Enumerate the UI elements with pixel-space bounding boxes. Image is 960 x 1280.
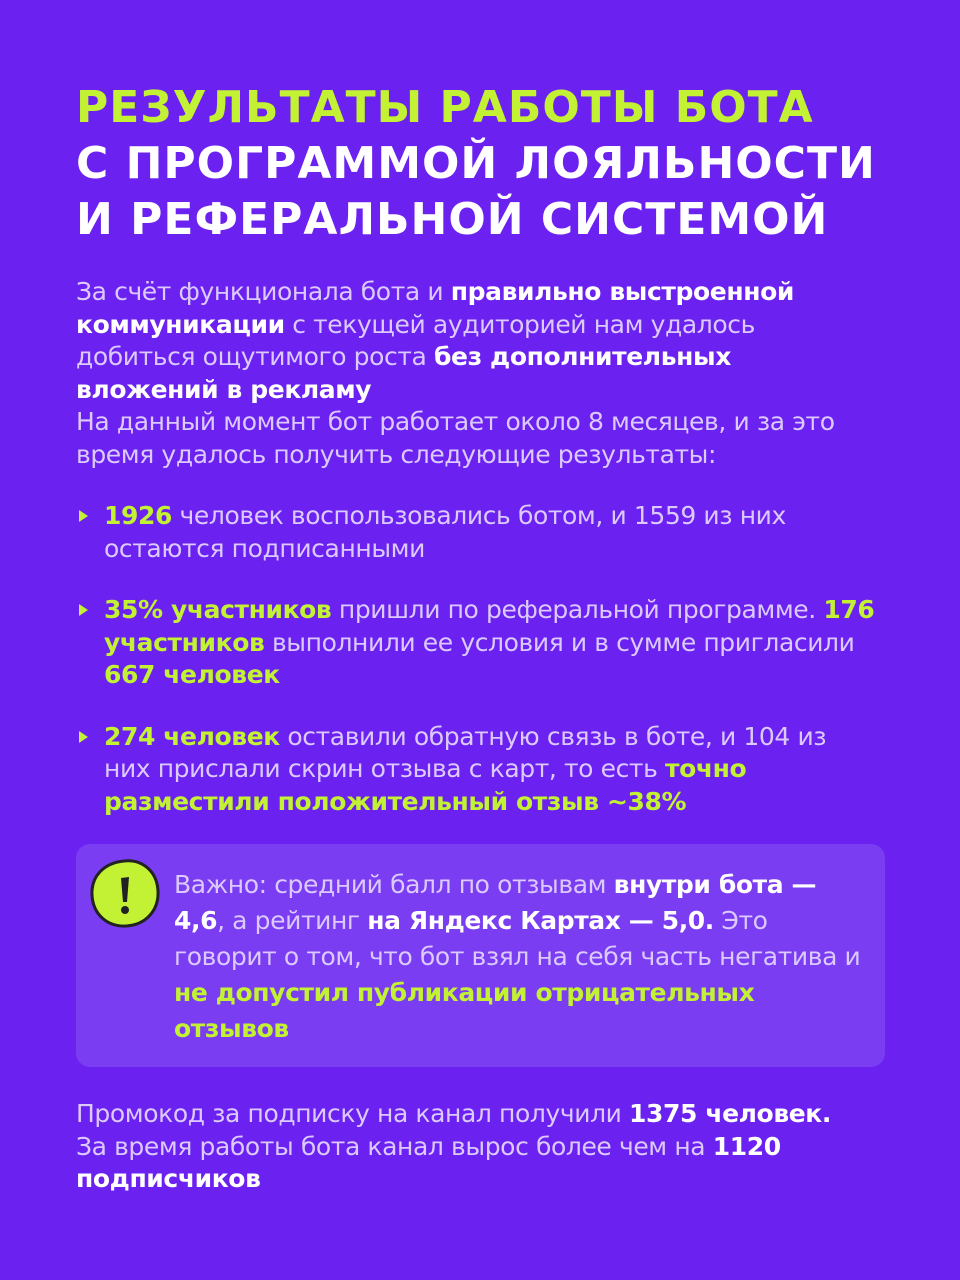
result-number: 35% участников: [104, 595, 332, 624]
result-text: выполнили ее условия и в сумме пригласили: [264, 627, 855, 657]
title-line-1: РЕЗУЛЬТАТЫ РАБОТЫ БОТА: [76, 82, 814, 133]
result-item-feedback: [76, 721, 876, 819]
outro-emphasis-subscribers: 1120 подписчиков: [76, 1131, 781, 1193]
note-highlight: не допустил публикации отрицательных отзывов: [174, 978, 755, 1043]
bullet-triangle-icon: [79, 510, 88, 522]
intro-paragraph-2: На данный момент бот работает около 8 месяцев, и за это время удалось получить следующие результаты:: [76, 407, 835, 469]
result-number: 1926: [104, 501, 172, 530]
outro-text-segment: За время работы бота канал вырос более чем на: [76, 1131, 713, 1161]
results-list: [76, 500, 876, 847]
result-number: 274 человек: [104, 721, 280, 751]
note-text-segment: Важно: средний балл по отзывам: [174, 870, 614, 899]
outro-emphasis-promo: 1375 человек.: [629, 1099, 831, 1128]
result-item-referral: [76, 594, 876, 692]
result-highlight: точно разместили положительный отзыв ~38%: [104, 754, 747, 816]
note-text: [174, 867, 874, 1047]
intro-emphasis-no-ads: без дополнительных вложений в рекламу: [76, 342, 731, 404]
note-emphasis-bot-score: внутри бота — 4,6: [174, 870, 817, 935]
outro-text-segment: Промокод за подписку на канал получили: [76, 1099, 630, 1128]
note-emphasis-yandex-rating: на Яндекс Картах — 5,0.: [367, 906, 714, 935]
note-text-segment: Это говорит о том, что бот взял на себя часть негатива и: [174, 906, 861, 971]
outro-text: [76, 1098, 876, 1196]
intro-paragraph-1: [76, 276, 876, 406]
bullet-triangle-icon: [79, 731, 88, 743]
intro-text-segment: с текущей аудиторией нам удалось добиться ощутимого роста: [76, 309, 755, 371]
bullet-triangle-icon: [79, 604, 88, 616]
result-number: 176 участников: [104, 595, 875, 657]
note-text-segment: , а рейтинг: [217, 906, 368, 935]
title-line-3: И РЕФЕРАЛЬНОЙ СИСТЕМОЙ: [76, 194, 829, 245]
title-line-2: С ПРОГРАММОЙ ЛОЯЛЬНОСТИ: [76, 138, 876, 189]
result-text: пришли по реферальной программе.: [331, 595, 824, 624]
intro-text: [76, 276, 876, 471]
intro-text-segment: За счёт функционала бота и: [76, 277, 451, 306]
intro-emphasis-communication: правильно выстроенной коммуникации: [76, 277, 794, 339]
result-text: оставили обратную связь в боте, и 104 из них прислали скрин отзыва с карт, то есть: [104, 721, 827, 783]
result-text: человек воспользовались ботом, и 1559 из них остаются подписанными: [104, 501, 786, 563]
important-note-card: [76, 844, 885, 1067]
result-number: 667 человек: [104, 660, 280, 689]
outro-paragraph: [76, 1098, 876, 1196]
result-item-users: [76, 500, 876, 565]
exclamation-icon: [90, 858, 160, 928]
page-title: [76, 80, 916, 248]
